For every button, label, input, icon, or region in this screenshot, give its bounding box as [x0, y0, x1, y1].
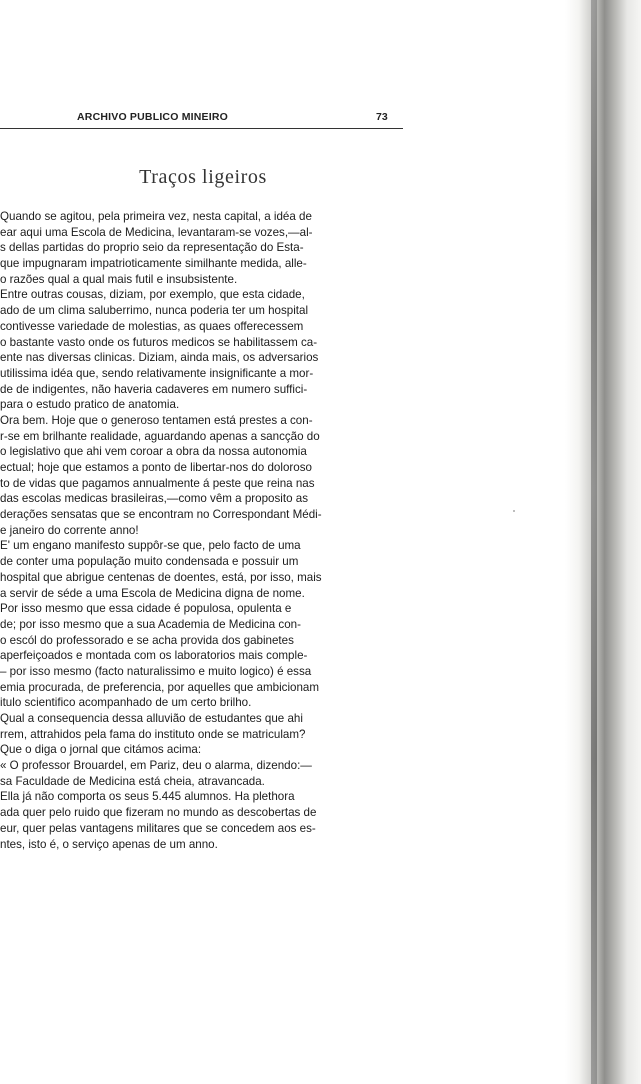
text-line: sa Faculdade de Medicina está cheia, atravancada. — [0, 774, 265, 788]
text-line: para o estudo pratico de anatomia. — [0, 398, 180, 412]
text-line: Quando se agitou, pela primeira vez, nesta capital, a idéa de — [0, 210, 312, 223]
page-header — [0, 111, 403, 127]
text-line: ear aqui uma Escola de Medicina, levantaram-se vozes,—al- — [0, 225, 313, 239]
text-line: E' um engano manifesto suppôr-se que, pelo facto de uma — [0, 539, 301, 553]
header-rule — [0, 128, 403, 129]
text-line: Por isso mesmo que essa cidade é populosa, opulenta e — [0, 602, 292, 616]
text-line: eur, quer pelas vantagens militares que se concedem aos es- — [0, 821, 316, 835]
text-line: a servir de séde a uma Escola de Medicina digna de nome. — [0, 586, 305, 600]
text-line: de de indigentes, não haveria cadaveres em numero suffici- — [0, 382, 308, 396]
text-line: e janeiro do corrente anno! — [0, 523, 139, 537]
article-title: Traços ligeiros — [139, 166, 267, 188]
article-body — [0, 209, 410, 852]
running-title: ARCHIVO PUBLICO MINEIRO — [77, 111, 229, 123]
text-line: o bastante vasto onde os futuros medicos se habilitassem ca- — [0, 335, 318, 349]
text-line: das escolas medicas brasileiras,—como vêm a proposito as — [0, 492, 309, 506]
text-line: o escól do professorado e se acha provida dos gabinetes — [0, 633, 294, 647]
text-line: hospital que abrigue centenas de doentes, está, por isso, mais — [0, 570, 322, 584]
page-number: 73 — [376, 111, 388, 123]
text-line: – por isso mesmo (facto naturalissimo e muito logico) é essa — [0, 664, 312, 678]
text-line: o razões qual a qual mais futil e insubsistente. — [0, 272, 238, 286]
binding-shadow — [591, 0, 597, 1084]
text-line: Ella já não comporta os seus 5.445 alumnos. Ha plethora — [0, 790, 295, 804]
text-line: s dellas partidas do proprio seio da representação do Esta- — [0, 241, 304, 255]
text-line: ente nas diversas clinicas. Diziam, ainda mais, os adversarios — [0, 351, 319, 365]
text-line: Que o diga o jornal que citámos acima: — [0, 743, 202, 757]
text-line: ado de um clima saluberrimo, nunca poderia ter um hospital — [0, 304, 309, 318]
text-line: ectual; hoje que estamos a ponto de libertar-nos do doloroso — [0, 461, 312, 474]
text-line: o legislativo que ahi vem coroar a obra da nossa autonomia — [0, 445, 307, 459]
text-line: que impugnaram impatrioticamente similhante medida, alle- — [0, 257, 307, 271]
text-line: derações sensatas que se encontram no Correspondant Médi- — [0, 508, 322, 522]
text-line: ntes, isto é, o serviço apenas de um anno. — [0, 837, 218, 851]
text-line: rrem, attrahidos pela fama do instituto onde se matriculam? — [0, 727, 306, 741]
text-line: Ora bem. Hoje que o generoso tentamen está prestes a con- — [0, 413, 313, 427]
text-line: ada quer pelo ruido que fizeram no mundo as descobertas de — [0, 806, 317, 820]
book-binding-edge — [565, 0, 641, 1084]
text-line: itulo scientifico acompanhado de um certo brilho. — [0, 696, 252, 710]
text-line: utilissima idéa que, sendo relativamente insignificante a mor- — [0, 366, 314, 380]
text-line: de; por isso mesmo que a sua Academia de Medicina con- — [0, 617, 301, 631]
text-line: aperfeiçoados e montada com os laboratorios mais comple- — [0, 649, 308, 663]
text-line: r-se em brilhante realidade, aguardando apenas a sancção do — [0, 429, 320, 443]
text-line: emia procurada, de preferencia, por aquelles que ambicionam — [0, 680, 320, 694]
text-line: Qual a consequencia dessa alluvião de estudantes que ahi — [0, 712, 303, 725]
text-line: to de vidas que pagamos annualmente á peste que reina nas — [0, 476, 315, 490]
text-line: Entre outras cousas, diziam, por exemplo, que esta cidade, — [0, 288, 305, 302]
text-line: « O professor Brouardel, em Pariz, deu o alarma, dizendo:— — [0, 759, 312, 773]
text-line: contivesse variedade de molestias, as quaes offerecessem — [0, 319, 304, 333]
text-line: de conter uma população muito condensada e possuir um — [0, 555, 299, 569]
scan-speck — [513, 510, 515, 512]
